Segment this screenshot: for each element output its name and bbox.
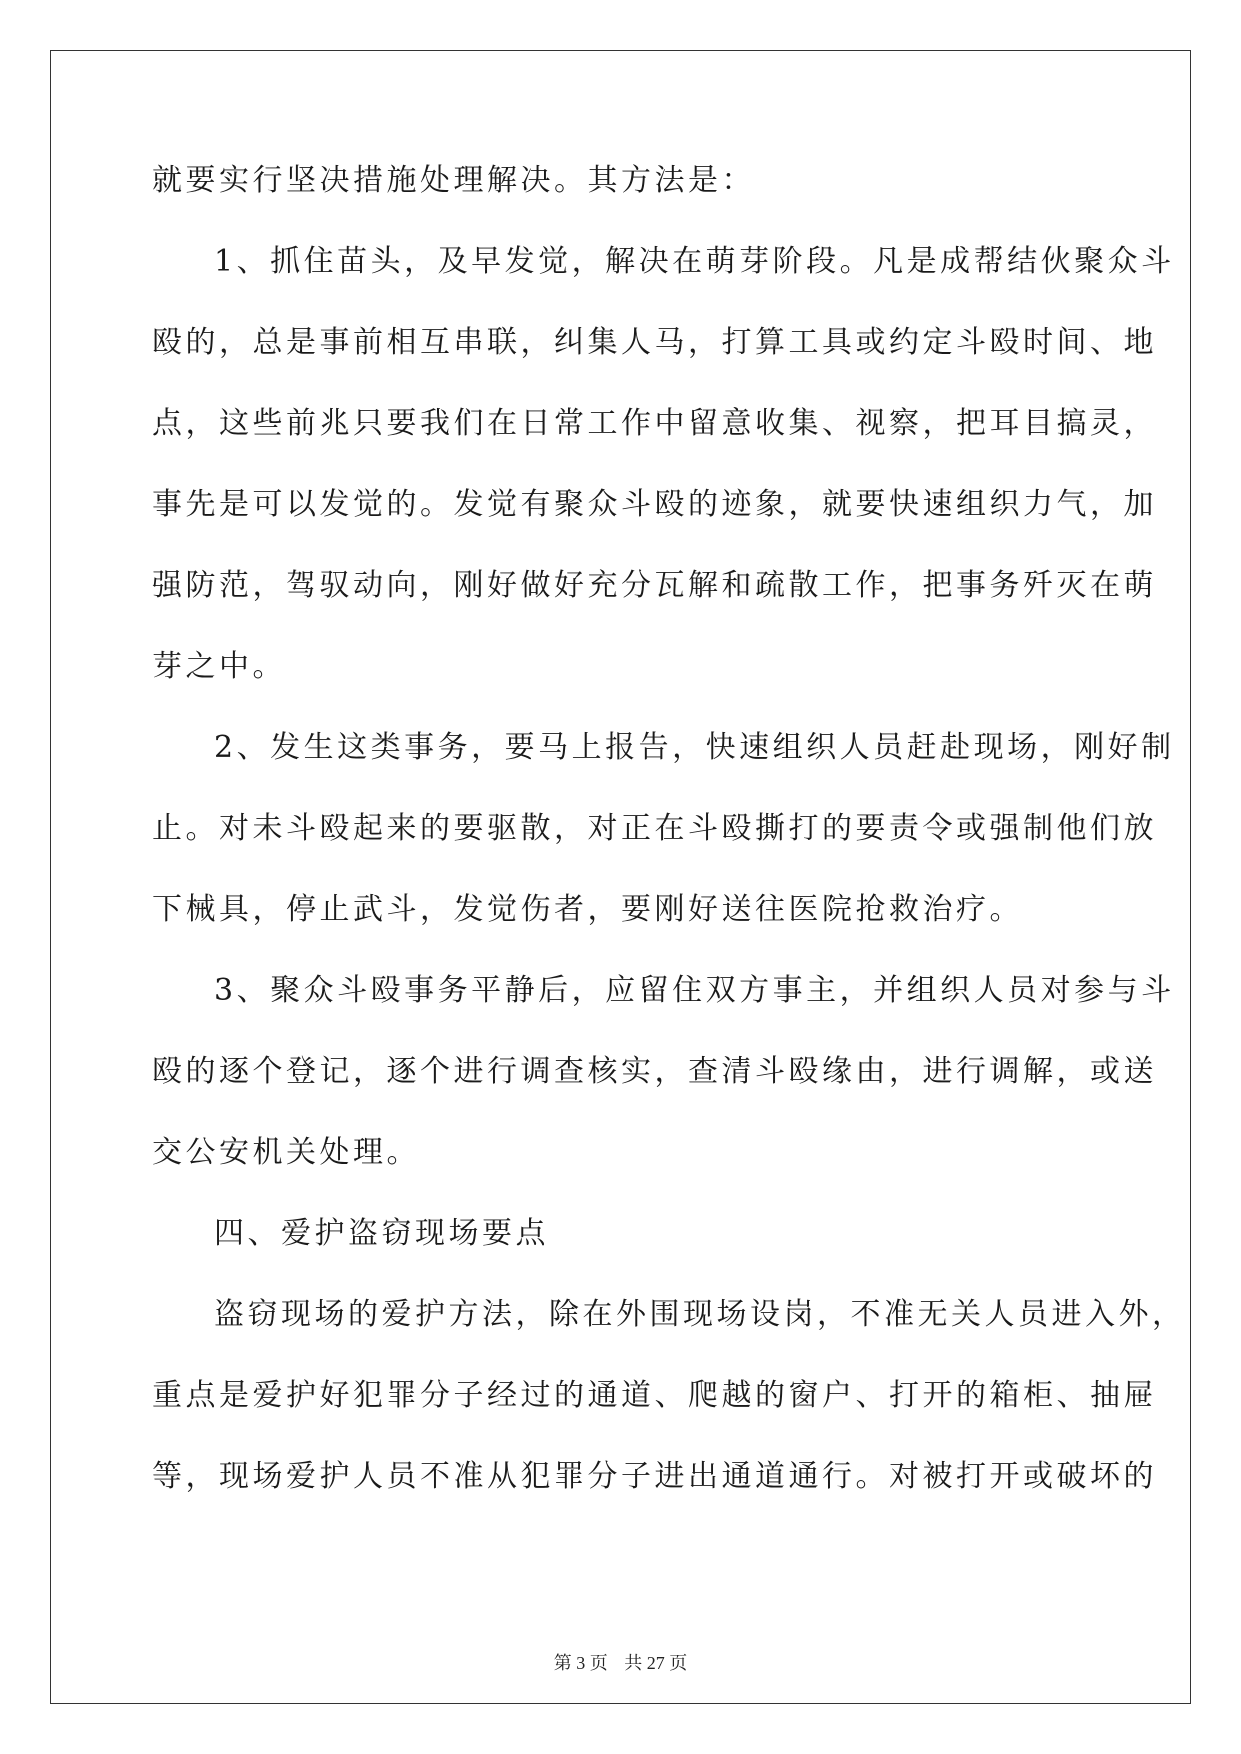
text-line: 强防范，驾驭动向，刚好做好充分瓦解和疏散工作，把事务歼灭在萌: [152, 568, 1157, 603]
text-line: 盗窃现场的爱护方法，除在外围现场设岗，不准无关人员进入外，: [214, 1297, 1186, 1332]
text-line: 重点是爱护好犯罪分子经过的通道、爬越的窗户、打开的箱柜、抽屉: [152, 1378, 1157, 1413]
text-line: 就要实行坚决措施处理解决。其方法是：: [152, 163, 755, 198]
text-line: 等，现场爱护人员不准从犯罪分子进出通道通行。对被打开或破坏的: [152, 1459, 1157, 1494]
text-line: 止。对未斗殴起来的要驱散，对正在斗殴撕打的要责令或强制他们放: [152, 811, 1157, 846]
text-line: 下械具，停止武斗，发觉伤者，要刚好送往医院抢救治疗。: [152, 892, 1023, 927]
page-footer: [0, 1649, 1241, 1675]
text-line: 芽之中。: [152, 649, 286, 684]
text-line: 2、发生这类事务，要马上报告，快速组织人员赶赴现场，刚好制: [214, 730, 1175, 765]
text-line: 1、抓住苗头，及早发觉，解决在萌芽阶段。凡是成帮结伙聚众斗: [214, 244, 1175, 279]
text-line: 点，这些前兆只要我们在日常工作中留意收集、视察，把耳目搞灵，: [152, 406, 1157, 441]
text-line: 事先是可以发觉的。发觉有聚众斗殴的迹象，就要快速组织力气，加: [152, 487, 1157, 522]
current-page-number: 第 3 页: [553, 1653, 608, 1673]
document-body: [152, 140, 1186, 1517]
text-line: 殴的，总是事前相互串联，纠集人马，打算工具或约定斗殴时间、地: [152, 325, 1157, 360]
text-line: 交公安机关处理。: [152, 1135, 420, 1170]
text-line: 四、爱护盗窃现场要点: [214, 1216, 549, 1251]
text-line: 殴的逐个登记，逐个进行调查核实，查清斗殴缘由，进行调解，或送: [152, 1054, 1157, 1089]
text-line: 3、聚众斗殴事务平静后，应留住双方事主，并组织人员对参与斗: [214, 973, 1175, 1008]
total-page-count: 共 27 页: [624, 1653, 688, 1673]
